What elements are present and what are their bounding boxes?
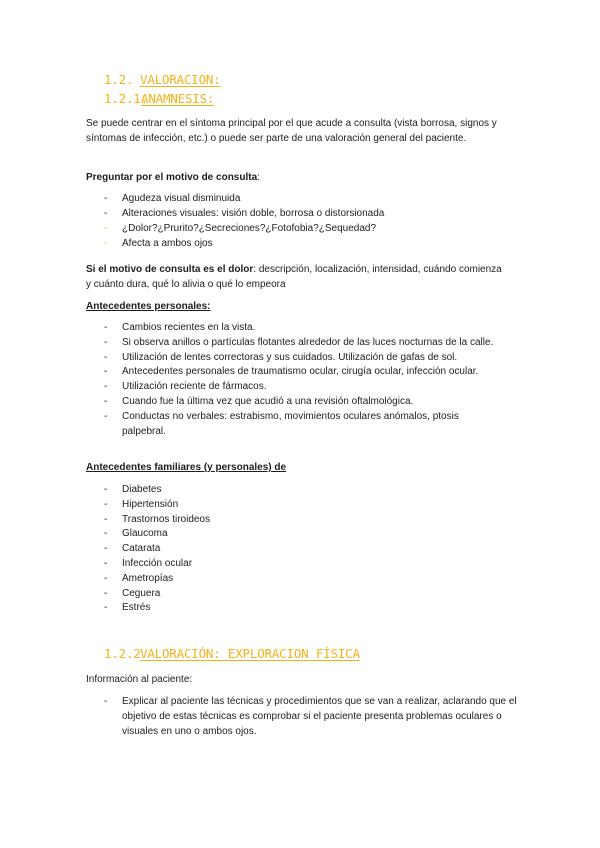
list-item: [104, 222, 504, 237]
list-item: [104, 542, 504, 557]
intro-paragraph: Se puede centrar en el síntoma principal por el que acude a consulta (vista borrosa, signos y síntomas de infección, etc.) o puede ser parte de una valoración general del paciente.: [86, 118, 497, 144]
list-item: [104, 351, 504, 366]
heading-number: 1.2.1.: [104, 91, 148, 106]
list-item: [104, 207, 504, 222]
list-item-text: Agudeza visual disminuida: [122, 193, 241, 204]
dash-marker: -: [104, 498, 108, 510]
list-item-text: Antecedentes personales de traumatismo ocular, cirugía ocular, infección ocular.: [122, 366, 479, 378]
motivo-list: [104, 192, 504, 252]
heading-exploracion: [104, 646, 360, 661]
list-item: [104, 572, 504, 587]
list-item-text: Utilización de lentes correctoras y sus cuidados. Utilización de gafas de sol.: [122, 351, 458, 363]
familiares-heading: Antecedentes familiares (y personales) de: [86, 462, 287, 473]
dash-marker: -: [104, 410, 108, 422]
dash-marker: -: [104, 528, 108, 540]
list-item-text: ¿Dolor?¿Prurito?¿Secreciones?¿Fotofobia?¿Sequedad?: [122, 222, 377, 234]
dash-marker: -: [104, 322, 108, 333]
list-item-text: Ceguera: [122, 587, 161, 599]
list-item: [104, 498, 504, 513]
list-item-text: Cambios recientes en la vista.: [122, 322, 256, 333]
dash-marker: -: [104, 557, 108, 569]
list-item: [104, 365, 504, 380]
dash-marker: -: [104, 351, 108, 363]
list-item-text: Ametropías: [122, 572, 174, 584]
preguntar-label: Preguntar por el motivo de consulta: [86, 172, 258, 183]
familiares-list: [104, 483, 504, 616]
list-item-text: Diabetes: [122, 484, 162, 495]
dash-marker: -: [104, 366, 108, 378]
list-item: [104, 321, 504, 336]
dash-marker: -: [104, 513, 108, 525]
dash-marker: -: [104, 193, 108, 204]
list-item: [104, 192, 504, 207]
list-item: [104, 527, 504, 542]
list-item: [104, 237, 504, 252]
list-item: [104, 695, 519, 739]
dash-marker: -: [104, 395, 108, 407]
info-list: [104, 695, 519, 739]
list-item-text: Explicar al paciente las técnicas y procedimientos que se van a realizar, aclarando que el objetivo de estas técnicas es comprobar si el paciente presenta problemas oculares o visuales en uno o ambos ojos.: [122, 696, 517, 737]
dolor-paragraph: [86, 262, 506, 292]
heading-valoracion: [104, 72, 221, 87]
list-item-text: Hipertensión: [122, 498, 179, 510]
list-item: [104, 395, 504, 410]
dash-marker: -: [104, 543, 108, 555]
list-item: [104, 557, 504, 572]
heading-title: VALORACIÓN: EXPLORACION FÍSICA: [140, 646, 360, 661]
dash-marker: -: [104, 602, 108, 614]
heading-title: ANAMNESIS:: [141, 91, 215, 106]
preguntar-suffix: :: [257, 172, 260, 183]
personales-heading: Antecedentes personales:: [86, 301, 211, 312]
dolor-text: : descripción, localización, intensidad, cuándo comienza y cuánto dura, qué lo alivia o qué lo empeora: [86, 264, 502, 290]
heading-anamnesis: [104, 91, 214, 106]
dash-marker: -: [104, 572, 108, 584]
heading-number: 1.2.: [104, 72, 134, 87]
dolor-label: Si el motivo de consulta es el dolor: [86, 264, 254, 275]
dash-marker: -: [104, 484, 108, 495]
list-item: [104, 410, 504, 440]
list-item-text: Si observa anillos o partículas flotantes alrededor de las luces nocturnas de la calle.: [122, 336, 494, 348]
heading-number: 1.2.2: [104, 646, 141, 661]
list-item: [104, 587, 504, 602]
list-item-text: Infección ocular: [122, 557, 193, 569]
list-item: [104, 380, 504, 395]
informacion-line: Información al paciente:: [86, 674, 193, 685]
list-item-text: Trastornos tiroideos: [122, 513, 210, 525]
dash-marker: -: [104, 696, 108, 707]
list-item-text: Catarata: [122, 543, 161, 555]
dash-marker: -: [104, 222, 108, 234]
list-item-text: Afecta a ambos ojos: [122, 238, 213, 250]
dash-marker: -: [104, 587, 108, 599]
preguntar-line: [86, 170, 506, 185]
dash-marker: -: [104, 381, 108, 393]
personales-list: [104, 321, 504, 439]
list-item: [104, 483, 504, 498]
list-item-text: Utilización reciente de fármacos.: [122, 381, 267, 393]
list-item: [104, 601, 504, 616]
dash-marker: -: [104, 207, 108, 219]
dash-marker: -: [104, 336, 108, 348]
list-item-text: Estrés: [122, 602, 151, 614]
heading-title: VALORACION:: [140, 72, 221, 87]
list-item-text: Alteraciones visuales: visión doble, borrosa o distorsionada: [122, 207, 385, 219]
list-item: [104, 513, 504, 528]
list-item-text: Glaucoma: [122, 528, 168, 540]
list-item: [104, 336, 504, 351]
dash-marker: -: [104, 238, 108, 250]
list-item-text: Conductas no verbales: estrabismo, movimientos oculares anómalos, ptosis palpebral.: [122, 410, 459, 437]
list-item-text: Cuando fue la última vez que acudió a una revisión oftalmológica.: [122, 395, 414, 407]
